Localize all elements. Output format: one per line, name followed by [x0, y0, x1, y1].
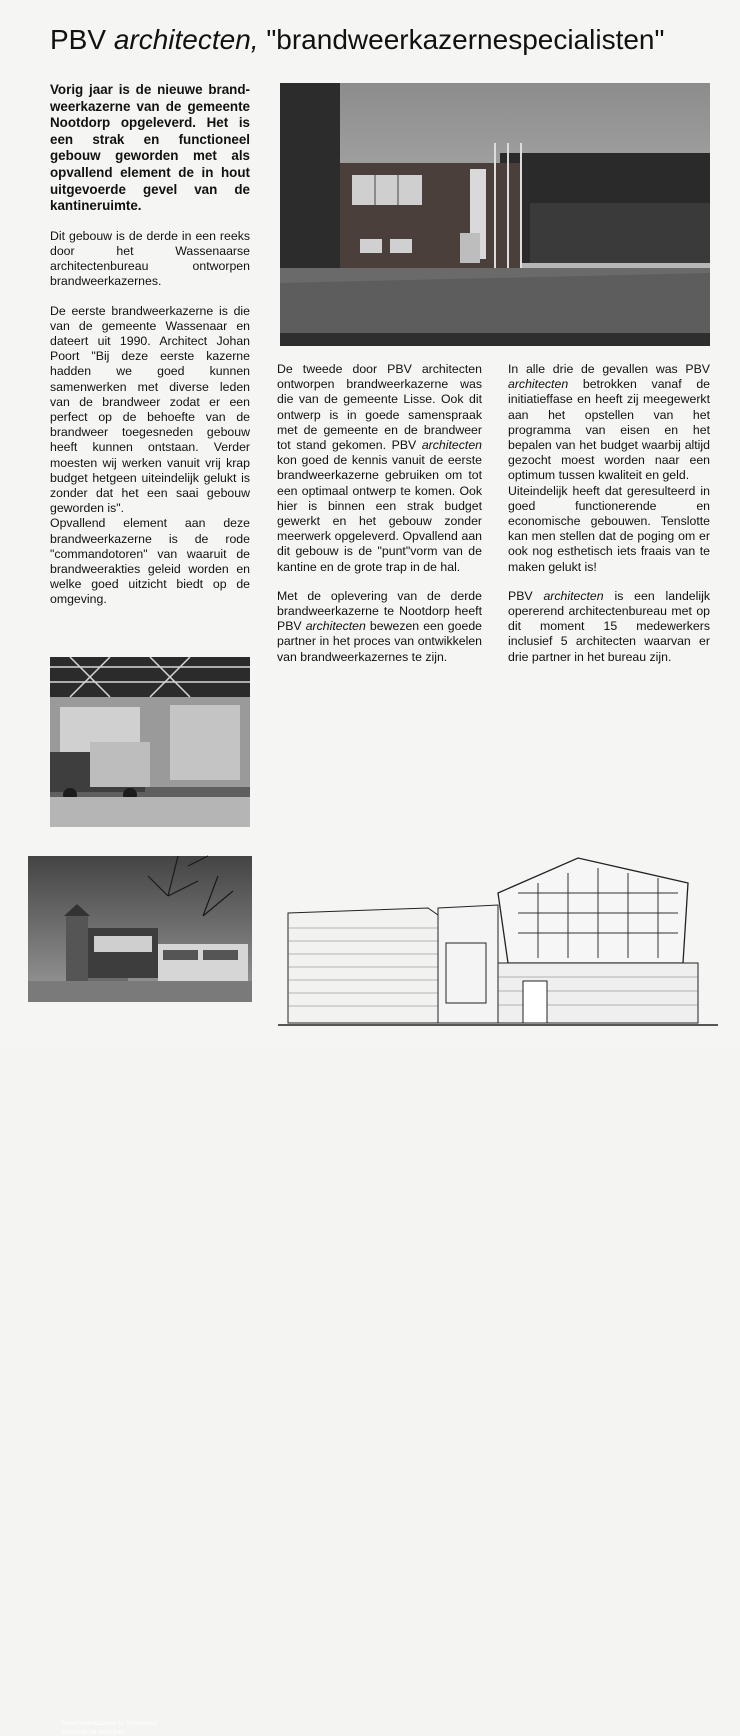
title-specialists: "brandweerkazernespecialisten": [258, 24, 665, 55]
architectural-sketch: [278, 853, 718, 1033]
paragraph: Opvallend element aan deze brandweerkazerne is de rode "commandotoren" van waaruit de brandweerakties geleid worden en welke goed uitzicht biedt op de omgeving.: [50, 516, 250, 607]
paragraph: PBV architecten is een landelijk opererend architectenbureau met op dit moment 15 medewerkers inclusief 5 architecten waarvan er drie partner in het bureau zijn.: [508, 588, 710, 664]
paragraph: De eerste brandweerkazerne is die van de gemeente Wassenaar en dateert uit 1990. Architect Johan Poort "Bij deze eerste kazerne hadden we goed kunnen samenwerken met diverse leden van de brandweer zodat er een perfect op de behoefte van de brandweer toegesneden gebouw heeft kunnen ontstaan. Verder moesten wij werken vanuit vrij krap budget hetgeen uiteindelijk gelukt is zonder dat het een saai gebouw geworden is".: [50, 303, 250, 516]
intro-paragraph: Vorig jaar is de nieuwe brand-weerkazerne van de gemeente Nootdorp opgeleverd. Het is een strak en functioneel gebouw geworden met als opvallend element de in hout uitgevoerde gevel van de kantineruimte.: [50, 82, 250, 214]
column-3: [508, 362, 710, 679]
wassenaar-station-photo: [28, 856, 252, 1736]
title-firm: PBV: [50, 24, 114, 55]
paragraph: Met de oplevering van de derde brandweerkazerne te Nootdorp heeft PBV architecten bewezen een goede partner in het proces van ontwikkelen van brandweerkazernes te zijn.: [277, 588, 482, 664]
paragraph: Uiteindelijk heeft dat geresulteerd in goed functionerende en economische gebouwen. Tenslotte kan men stellen dat de poging om er ook nog esthetisch iets fraais van te maken gelukt is!: [508, 483, 710, 574]
column-1: [50, 82, 250, 622]
photo-caption: brandweerkazerne te Wassenaar interieur en exterieur: [62, 1718, 158, 1736]
paragraph: De tweede door PBV architecten ontworpen brandweerkazerne was die van de gemeente Lisse. Ook dit ontwerp is in goede samenspraak met de gemeente en de brandweer tot stand gekomen. PBV architecten kon goed de kennis vanuit de eerste brandweerkazerne gebruiken om tot een optimaal ontwerp te komen. Ook hier is binnen een strak budget gewerkt en het gebouw zonder meerwerk opgeleverd. Opvallend aan dit gebouw is de "punt"vorm van de kantine en de grote trap in de hal.: [277, 362, 482, 574]
fire-station-exterior-photo: [280, 83, 710, 346]
vehicle-hall-interior-photo: [50, 657, 250, 827]
paragraph: Dit gebouw is de derde in een reeks door het Wassenaarse architectenbureau ontworpen brandweerkazernes.: [50, 228, 250, 289]
page-title: [50, 20, 730, 60]
paragraph: In alle drie de gevallen was PBV architecten betrokken vanaf de initiatieffase en heeft zij meegewerkt aan het opstellen van het programma van eisen en het bepalen van het budget waarbij altijd gezocht moest worden naar een optimum tussen kwaliteit en geld.: [508, 362, 710, 483]
title-firm-italic: architecten,: [113, 24, 259, 55]
column-2: [277, 362, 482, 679]
